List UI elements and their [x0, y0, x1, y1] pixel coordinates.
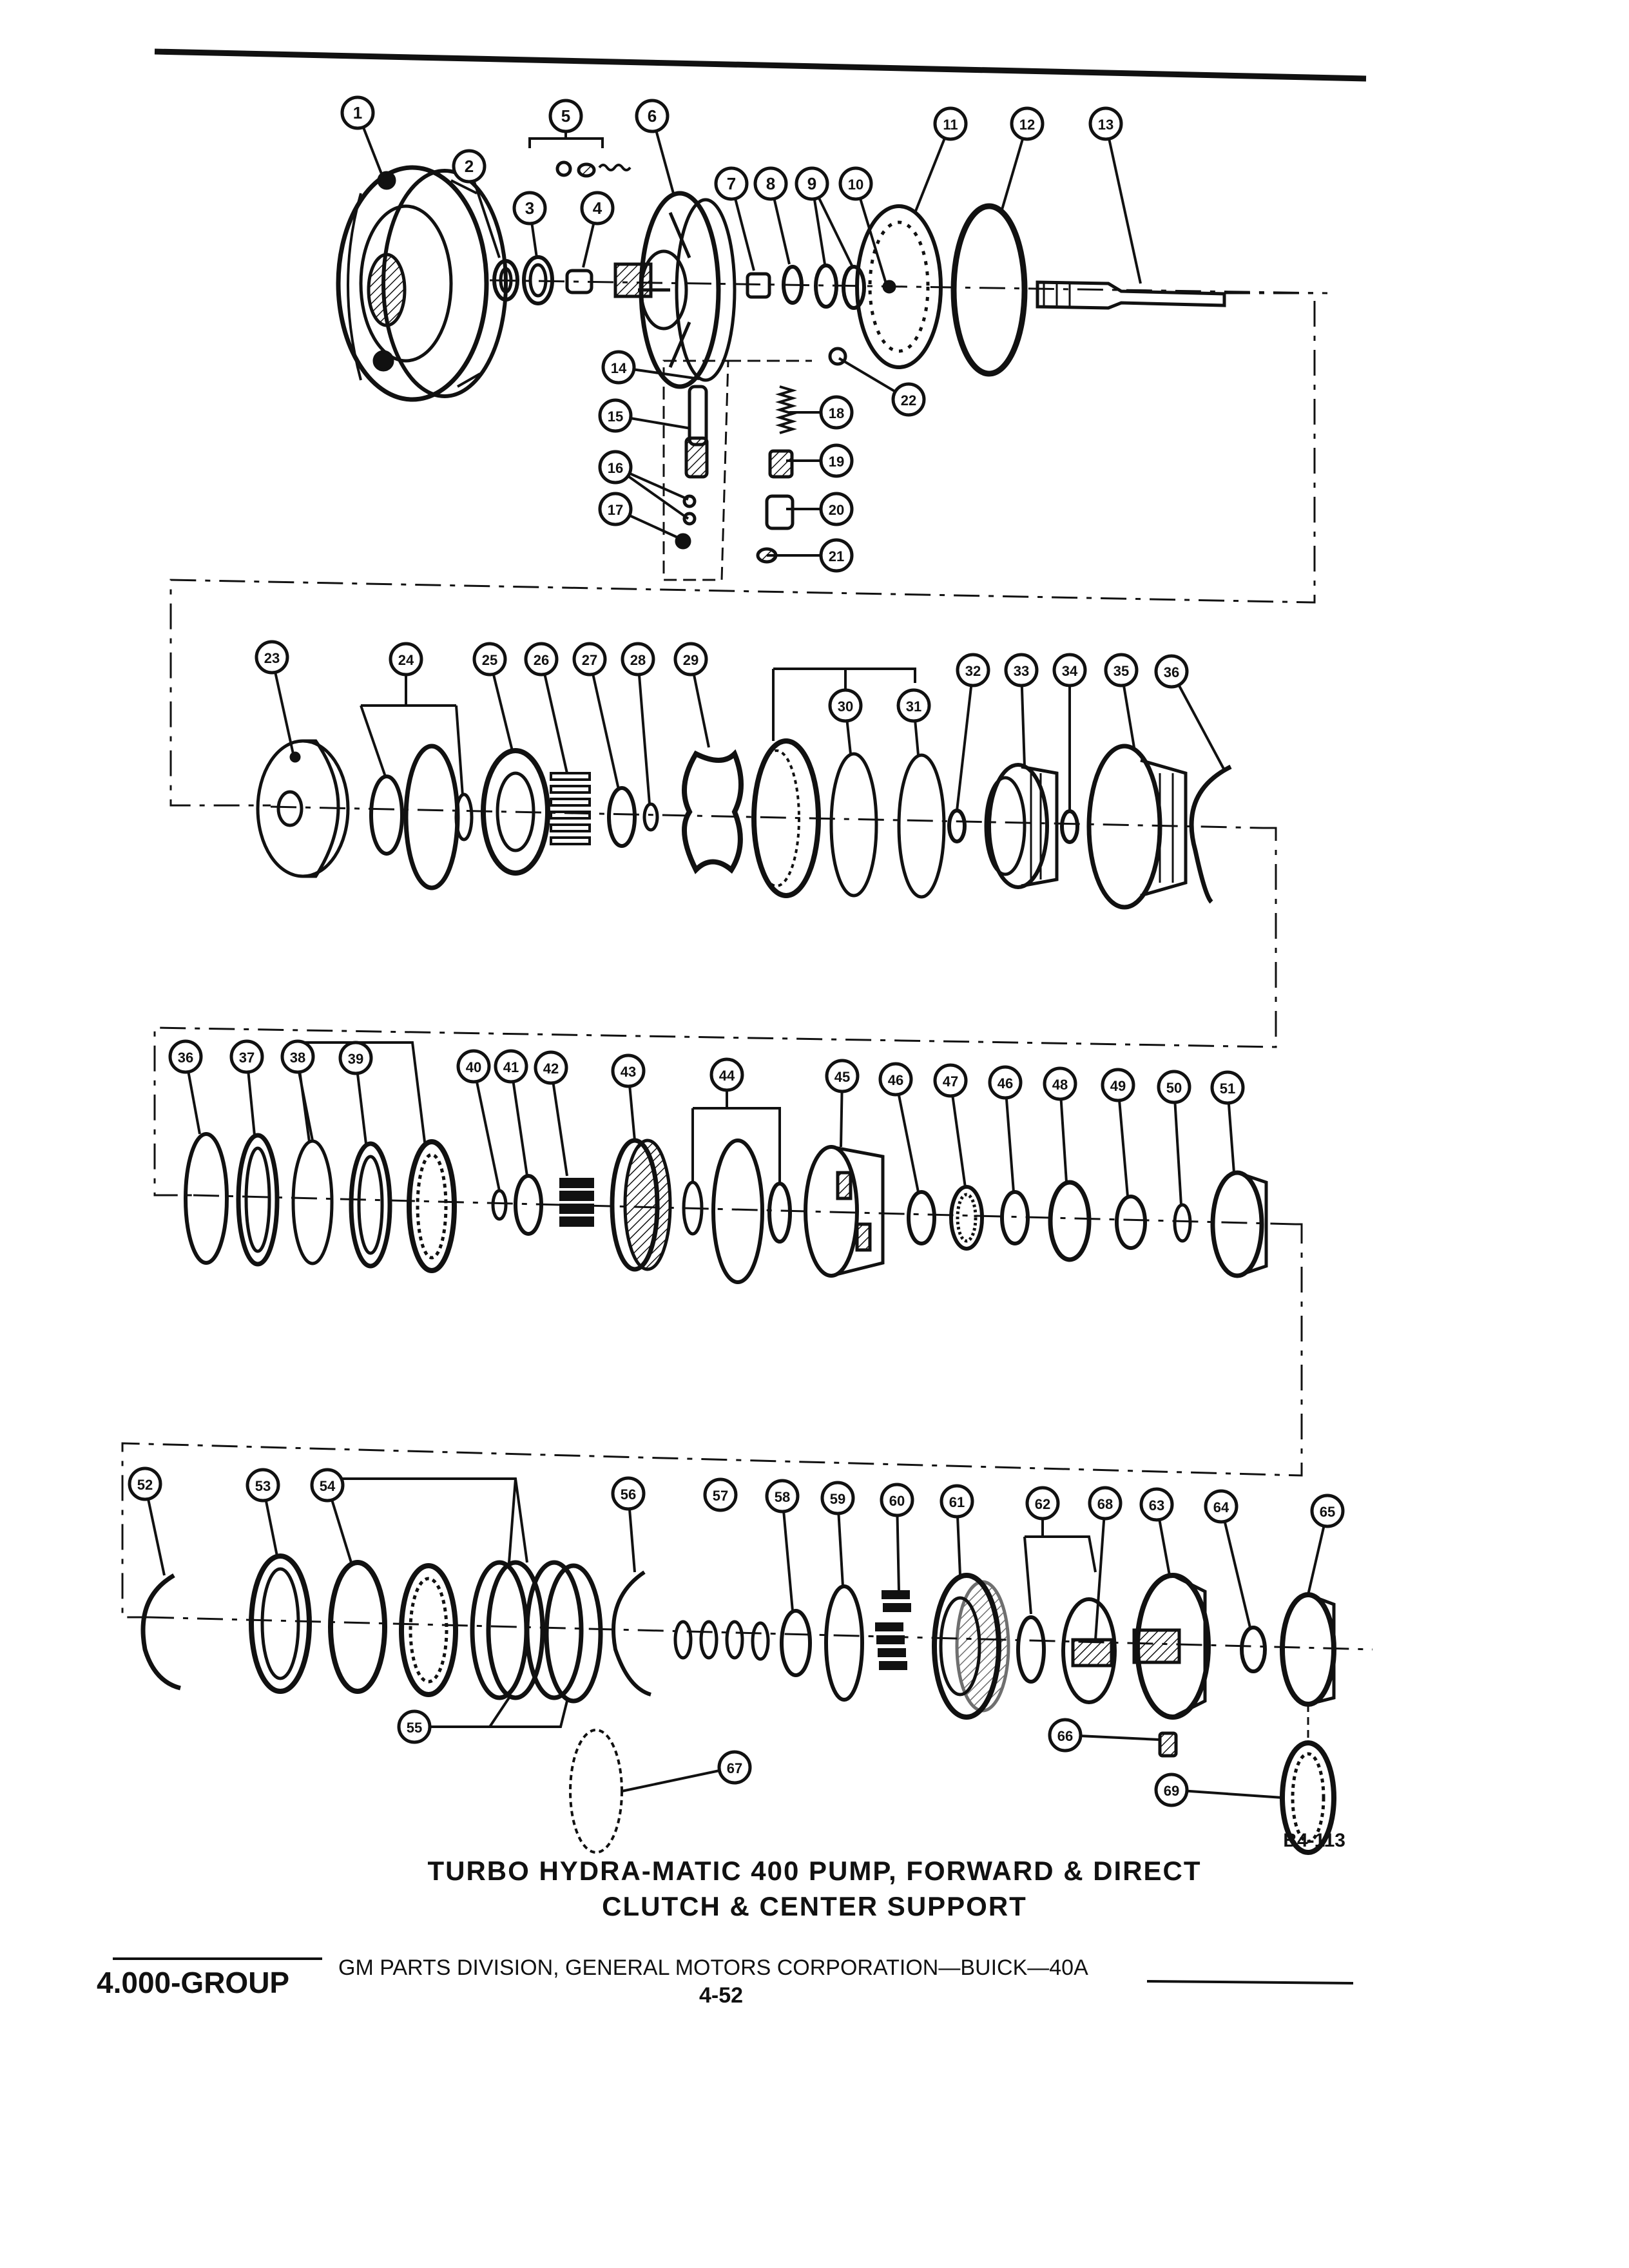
- figure-code: B4-113: [1283, 1830, 1345, 1851]
- callout-label: 35: [1113, 663, 1130, 679]
- callout-label: 3: [525, 198, 535, 218]
- callout-label: 59: [829, 1491, 846, 1507]
- callout-label: 36: [177, 1050, 194, 1066]
- callout-label: 52: [137, 1477, 153, 1493]
- callout-label: 19: [828, 454, 845, 470]
- callout-label: 38: [289, 1050, 306, 1066]
- footer-page-number: 4-52: [699, 1983, 744, 2008]
- callout-label: 28: [630, 652, 646, 668]
- callout-label: 42: [543, 1061, 559, 1077]
- callout-label: 15: [607, 408, 624, 425]
- callout-label: 30: [837, 698, 854, 715]
- callout-label: 8: [766, 174, 776, 193]
- figure-title-line-1: TURBO HYDRA-MATIC 400 PUMP, FORWARD & DIRECT: [427, 1856, 1202, 1886]
- callout-label: 24: [398, 652, 414, 668]
- footer-group: 4.000-GROUP: [97, 1966, 290, 1999]
- callout-label: 23: [264, 650, 280, 666]
- callout-label: 45: [834, 1069, 851, 1085]
- callout-label: 36: [1163, 664, 1180, 680]
- callout-label: 57: [712, 1488, 729, 1504]
- callout-label: 33: [1013, 663, 1030, 679]
- callout-label: 26: [533, 652, 550, 668]
- callout-label: 17: [607, 502, 624, 518]
- callout-label: 47: [942, 1073, 959, 1090]
- callout-label: 46: [887, 1072, 904, 1088]
- callout-label: 22: [900, 392, 917, 408]
- callout-label: 41: [503, 1059, 519, 1075]
- callout-label: 69: [1163, 1783, 1180, 1799]
- callout-label: 60: [889, 1493, 905, 1509]
- callout-label: 50: [1166, 1080, 1182, 1096]
- callout-label: 37: [238, 1050, 255, 1066]
- callout-label: 62: [1034, 1496, 1051, 1512]
- callout-label: 2: [464, 157, 474, 176]
- callout-label: 44: [718, 1068, 735, 1084]
- callout-label: 5: [561, 106, 571, 126]
- callout-label: 65: [1319, 1504, 1336, 1520]
- callout-label: 25: [481, 652, 498, 668]
- callout-label: 32: [965, 663, 981, 679]
- callout-label: 13: [1097, 117, 1114, 133]
- callout-label: 29: [682, 652, 699, 668]
- callout-label: 14: [610, 360, 627, 376]
- callout-label: 51: [1219, 1081, 1236, 1097]
- callout-label: 1: [352, 103, 363, 122]
- callout-label: 54: [319, 1478, 336, 1494]
- callout-label: 4: [592, 198, 602, 218]
- callout-label: 39: [347, 1051, 364, 1067]
- callout-label: 21: [828, 548, 845, 564]
- callout-label: 20: [828, 502, 845, 518]
- callout-label: 66: [1057, 1728, 1074, 1744]
- callout-label: 40: [465, 1059, 482, 1075]
- callout-label: 58: [774, 1489, 791, 1505]
- callout-label: 53: [255, 1478, 271, 1494]
- callout-label: 6: [647, 106, 657, 126]
- callout-label: 18: [828, 405, 845, 421]
- callout-label: 64: [1213, 1499, 1229, 1515]
- callout-label: 16: [607, 460, 624, 476]
- callout-label: 61: [949, 1494, 965, 1510]
- callout-label: 48: [1052, 1077, 1068, 1093]
- callout-label: 12: [1019, 117, 1036, 133]
- callout-label: 56: [620, 1486, 637, 1503]
- callout-label: 11: [943, 117, 958, 133]
- callout-label: 34: [1061, 663, 1078, 679]
- footer-division: GM PARTS DIVISION, GENERAL MOTORS CORPORATION—BUICK—40A: [338, 1956, 1088, 1980]
- callout-label: 10: [847, 177, 864, 193]
- callout-label: 31: [905, 698, 922, 715]
- callout-label: 68: [1097, 1496, 1113, 1512]
- callout-label: 49: [1110, 1078, 1126, 1094]
- callout-label: 9: [807, 174, 817, 193]
- callout-label: 63: [1148, 1497, 1165, 1514]
- figure-title-line-2: CLUTCH & CENTER SUPPORT: [602, 1891, 1027, 1921]
- callout-label: 43: [620, 1064, 637, 1080]
- callout-label: 55: [406, 1720, 423, 1736]
- callout-label: 27: [581, 652, 598, 668]
- callout-label: 46: [997, 1075, 1014, 1091]
- callout-label: 67: [726, 1760, 743, 1776]
- callout-label: 7: [726, 174, 737, 193]
